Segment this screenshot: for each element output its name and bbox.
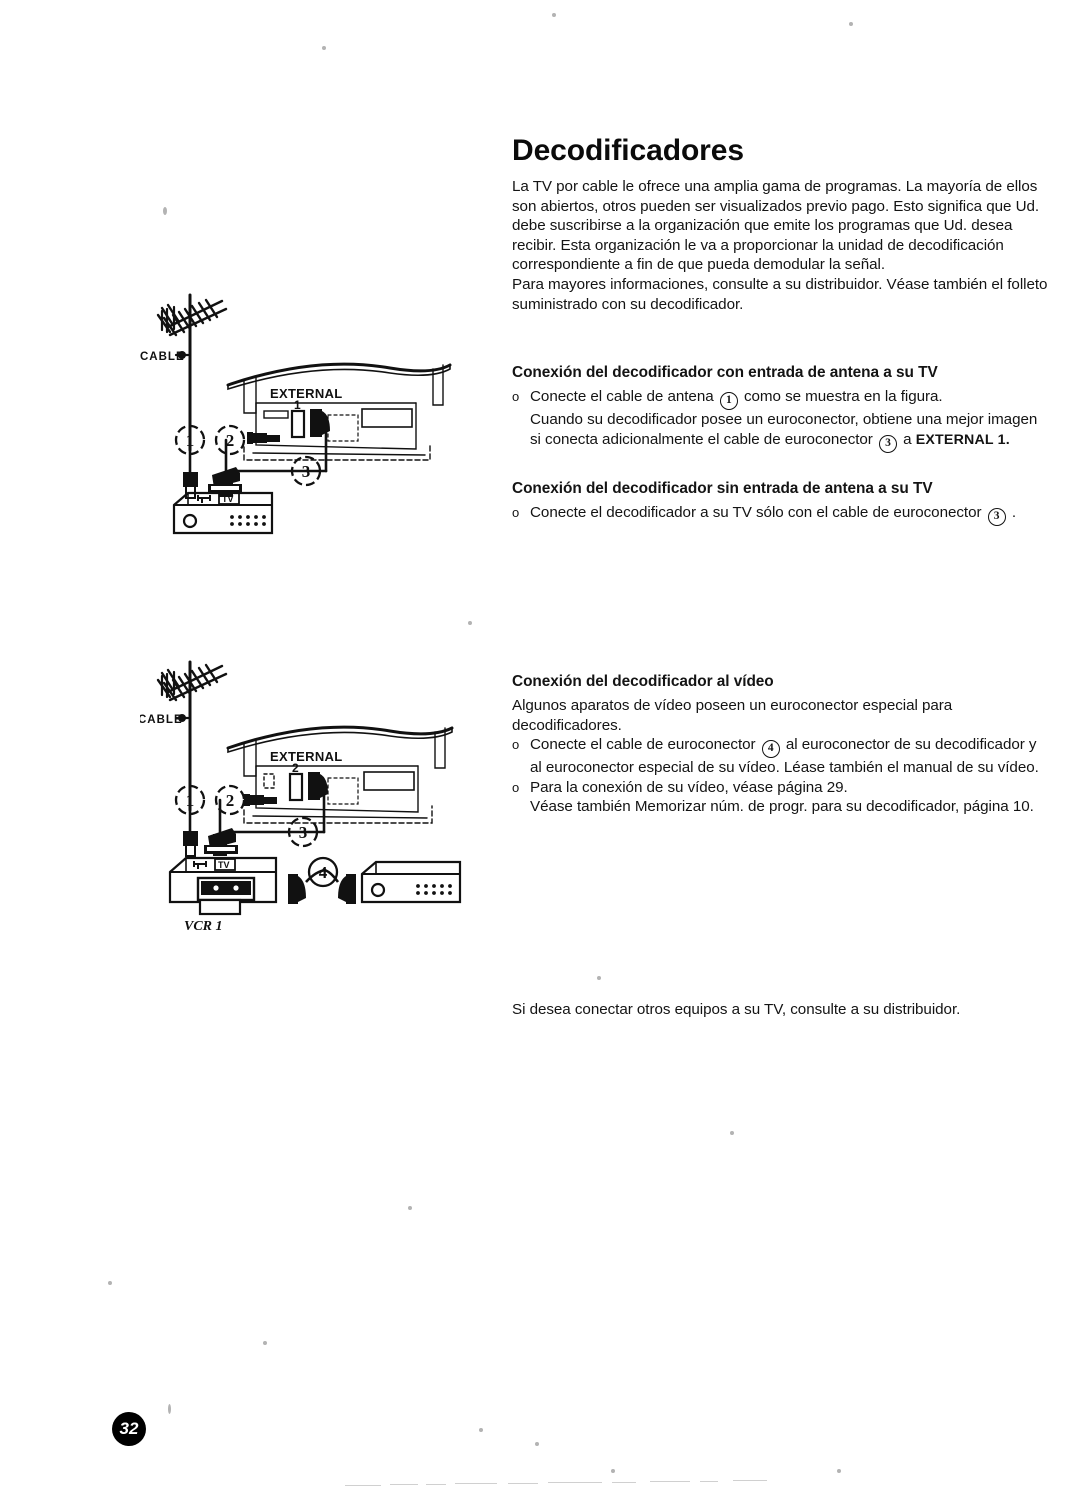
intro-paragraph-2: Para mayores informaciones, consulte a su distribuidor. Véase también el folleto suministrado con su decodificador. bbox=[512, 275, 1048, 313]
decoder-to-tv-with-antenna-diagram bbox=[140, 285, 480, 550]
bullet-1-line-2: al euroconector especial de su vídeo. Léase también el manual de su vídeo. bbox=[530, 759, 1039, 777]
scan-edge-line bbox=[548, 1482, 602, 1483]
cable-label: CABLE bbox=[140, 714, 183, 726]
bullet-text-part-1: Conecte el cable de euroconector bbox=[530, 736, 756, 754]
callout-3: 3 bbox=[298, 823, 308, 842]
bullet-text-part-2: al euroconector de su decodificador y bbox=[785, 736, 1037, 754]
callout-2: 2 bbox=[225, 431, 235, 450]
scan-edge-line bbox=[390, 1484, 418, 1485]
callout-number-1: 1 bbox=[720, 392, 738, 410]
vcr-tv-label: TV bbox=[218, 860, 230, 870]
bullet-text: Para la conexión de su vídeo, véase página 29. bbox=[530, 778, 848, 796]
scan-speck bbox=[163, 207, 167, 215]
scan-edge-line bbox=[700, 1481, 718, 1482]
bullet-marker: o bbox=[512, 779, 520, 795]
scan-edge-line bbox=[650, 1481, 690, 1482]
list-item bbox=[512, 387, 1048, 410]
bullet-2-line-2: Véase también Memorizar núm. de progr. para su decodificador, página 10. bbox=[530, 798, 1034, 816]
callout-4: 4 bbox=[318, 863, 328, 882]
page-number-badge: 32 bbox=[112, 1412, 146, 1446]
bullet-list-section-3 bbox=[512, 735, 1048, 758]
continuation-line-1: Cuando su decodificador posee un euroconector, obtiene una mejor imagen bbox=[530, 411, 1038, 428]
scan-edge-line bbox=[426, 1484, 446, 1485]
external-label: EXTERNAL bbox=[270, 386, 343, 401]
scan-edge-line bbox=[345, 1485, 381, 1486]
scan-edge-line bbox=[612, 1482, 636, 1483]
page-title: Decodificadores bbox=[512, 134, 744, 167]
cable-label: CABLE bbox=[140, 351, 185, 363]
scan-edge-line bbox=[508, 1483, 538, 1484]
scan-edge-line bbox=[455, 1483, 497, 1484]
continuation-text-part-1: si conecta adicionalmente el cable de euroconector bbox=[530, 430, 873, 448]
decoder-to-vcr-diagram bbox=[140, 650, 480, 935]
section-heading-antenna-in: Conexión del decodificador con entrada de antena a su TV bbox=[512, 364, 938, 381]
vcr-label: VCR 1 bbox=[184, 919, 223, 934]
scan-speck bbox=[468, 621, 472, 625]
scan-speck bbox=[730, 1131, 734, 1135]
continuation-text-part-2: a bbox=[903, 430, 912, 448]
bullet-list-section-2 bbox=[512, 503, 1048, 526]
bullet-marker: o bbox=[512, 389, 520, 404]
bullet-text-part-2: . bbox=[1011, 504, 1016, 521]
callout-2: 2 bbox=[225, 791, 235, 810]
list-item bbox=[512, 778, 1048, 798]
lead-line-1: Algunos aparatos de vídeo poseen un euroconector especial para bbox=[512, 697, 953, 714]
section-heading-no-antenna-in: Conexión del decodificador sin entrada de antena a su TV bbox=[512, 480, 933, 497]
closing-note: Si desea conectar otros equipos a su TV, consulte a su distribuidor. bbox=[512, 1001, 961, 1018]
scan-speck bbox=[535, 1442, 539, 1446]
external-1-emphasis: EXTERNAL 1. bbox=[915, 431, 1010, 448]
list-item bbox=[512, 503, 1048, 526]
bullet-marker: o bbox=[512, 737, 520, 753]
scan-speck bbox=[597, 976, 601, 980]
callout-number-4: 4 bbox=[762, 740, 780, 758]
scan-edge-line bbox=[733, 1480, 767, 1481]
scan-speck bbox=[322, 46, 326, 50]
bullet-marker: o bbox=[512, 505, 520, 520]
callout-1: 1 bbox=[185, 431, 195, 450]
scan-speck bbox=[552, 13, 556, 17]
callout-number-3: 3 bbox=[879, 435, 897, 453]
bullet-text-part-2: como se muestra en la figura. bbox=[743, 388, 943, 405]
bullet-list-section-1 bbox=[512, 387, 1048, 410]
scan-speck bbox=[849, 22, 853, 26]
callout-number-3: 3 bbox=[988, 508, 1006, 526]
callout-1: 1 bbox=[185, 791, 195, 810]
scan-speck bbox=[479, 1428, 483, 1432]
bullet-list-section-3b bbox=[512, 778, 1048, 798]
external-label: EXTERNAL bbox=[270, 749, 343, 764]
list-item bbox=[512, 735, 1048, 758]
decoder-tv-label: TV bbox=[222, 494, 234, 504]
callout-3: 3 bbox=[301, 462, 311, 481]
lead-line-2: decodificadores. bbox=[512, 716, 622, 734]
scan-speck bbox=[108, 1281, 112, 1285]
continuation-line-2 bbox=[512, 430, 1048, 453]
bullet-text-part-1: Conecte el cable de antena bbox=[530, 388, 714, 405]
external-number-label: 2 bbox=[292, 761, 299, 775]
scan-speck bbox=[408, 1206, 412, 1210]
scan-speck bbox=[837, 1469, 841, 1473]
bullet-text-part-1: Conecte el decodificador a su TV sólo con el cable de euroconector bbox=[530, 504, 982, 521]
scan-speck bbox=[611, 1469, 615, 1473]
scan-speck bbox=[168, 1404, 171, 1414]
scan-speck bbox=[263, 1341, 267, 1345]
section-heading-decoder-to-video: Conexión del decodificador al vídeo bbox=[512, 673, 774, 690]
external-number-label: 1 bbox=[294, 398, 301, 412]
intro-paragraph: La TV por cable le ofrece una amplia gama de programas. La mayoría de ellos son abiertos, otros pueden ser visualizados previo pago. Esto significa que Ud. debe suscribirse a la organización que emite los programas que Ud. desea recibir. Esta organización le va a proporcionar la unidad de decodificación correspondiente a fin de que pueda demodular la señal. bbox=[512, 178, 1040, 274]
